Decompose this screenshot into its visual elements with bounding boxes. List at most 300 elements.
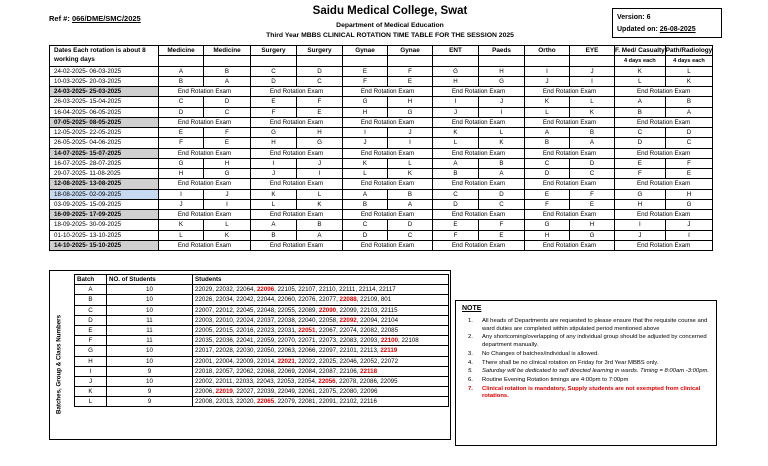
student-numbers	[193, 336, 449, 346]
group-cell: F	[665, 158, 713, 168]
exam-cell: End Rotation Exam	[525, 240, 615, 250]
exam-cell: End Rotation Exam	[251, 240, 343, 250]
exam-cell: End Rotation Exam	[251, 210, 343, 220]
group-cell: L	[159, 230, 204, 240]
student-numbers-text: 22005, 22015, 22016, 22023, 22031,	[195, 327, 299, 335]
column-subheader	[204, 56, 251, 66]
exam-cell: End Rotation Exam	[159, 117, 251, 127]
student-number-highlighted: 22090	[318, 306, 337, 314]
group-cell: G	[615, 189, 666, 199]
group-cell: H	[159, 169, 204, 179]
group-cell: D	[615, 138, 666, 148]
group-cell: D	[525, 169, 570, 179]
college-name: Saidu Medical College, Swat	[312, 5, 468, 17]
exam-cell: End Rotation Exam	[433, 117, 525, 127]
group-cell: F	[343, 76, 388, 86]
exam-cell: End Rotation Exam	[525, 87, 615, 97]
group-cell: E	[297, 107, 343, 117]
group-cell: K	[665, 76, 713, 86]
student-numbers-text: , 22079, 22081, 22091, 22102, 22116	[274, 398, 377, 406]
group-cell: I	[525, 66, 570, 76]
column-header: Path/Radiology	[665, 47, 713, 55]
note-text: Clinical rotation is mandatory, Supply students are not exempted from clinical rotations.	[482, 385, 701, 400]
group-cell: G	[388, 107, 433, 117]
student-number-highlighted: 22021	[277, 357, 295, 365]
student-number-highlighted: 22051	[298, 327, 316, 335]
group-cell: B	[570, 128, 615, 138]
group-cell: B	[525, 138, 570, 148]
student-numbers-text: 22017, 22028, 22030, 22050, 22063, 22066, 22097, 22101, 22113,	[195, 347, 381, 355]
group-cell: L	[665, 66, 713, 76]
student-numbers	[193, 346, 449, 356]
group-cell: I	[479, 107, 525, 117]
student-numbers-text: 22001, 22004, 22009, 22014,	[195, 357, 278, 365]
batch-letter: A	[75, 285, 107, 295]
group-cell: B	[615, 107, 666, 117]
batch-letter: K	[75, 387, 107, 397]
updated-date: 26-08-2025	[659, 26, 696, 33]
column-subheader	[251, 56, 297, 66]
note-text: Routine Evening Rotation timings are 4:00pm to 7:00pm	[482, 376, 629, 383]
group-cell: J	[525, 76, 570, 86]
exam-cell: End Rotation Exam	[343, 148, 433, 158]
exam-cell: End Rotation Exam	[343, 240, 433, 250]
student-number-highlighted: 22118	[360, 367, 378, 375]
group-cell: C	[343, 220, 388, 230]
group-cell: E	[343, 66, 388, 76]
group-cell: B	[204, 66, 251, 76]
column-header: Paeds	[479, 46, 525, 56]
exam-cell: End Rotation Exam	[251, 148, 343, 158]
group-cell: C	[433, 189, 479, 199]
date-cell: 12-08-2025- 13-08-2025	[50, 179, 159, 189]
batch-column-header: Students	[193, 275, 449, 285]
column-header: EYE	[570, 46, 615, 56]
exam-cell: End Rotation Exam	[159, 179, 251, 189]
column-header: Ortho	[525, 46, 570, 56]
group-cell: F	[570, 189, 615, 199]
exam-row	[50, 87, 713, 97]
department-name: Department of Medical Education	[336, 22, 444, 29]
student-count: 10	[107, 305, 193, 315]
student-count: 10	[107, 285, 193, 295]
exam-cell: End Rotation Exam	[433, 210, 525, 220]
batch-letter: F	[75, 336, 107, 346]
student-numbers-text: 22003, 22010, 22024, 22037, 22038, 22040, 22058,	[195, 316, 340, 324]
group-cell: C	[615, 128, 666, 138]
group-cell: L	[525, 107, 570, 117]
group-cell: A	[297, 230, 343, 240]
batch-section	[49, 270, 451, 440]
group-cell: C	[525, 158, 570, 168]
batch-row	[75, 336, 449, 346]
exam-cell: End Rotation Exam	[615, 117, 713, 127]
group-cell: H	[388, 97, 433, 107]
note-item	[462, 318, 710, 333]
student-number-highlighted: 22056	[318, 377, 336, 385]
student-count: 11	[107, 315, 193, 325]
group-cell: A	[388, 199, 433, 209]
date-cell: 07-05-2025- 08-05-2025	[50, 117, 159, 127]
exam-cell: End Rotation Exam	[615, 240, 713, 250]
group-cell: I	[615, 220, 666, 230]
exam-cell: End Rotation Exam	[433, 240, 525, 250]
group-cell: D	[665, 128, 713, 138]
group-cell: I	[433, 97, 479, 107]
date-cell: 16-07-2025- 28-07-2025	[50, 158, 159, 168]
student-count: 9	[107, 366, 193, 376]
exam-cell: End Rotation Exam	[433, 179, 525, 189]
group-cell: F	[297, 97, 343, 107]
batch-row	[75, 325, 449, 335]
date-cell: 14-07-2025- 15-07-2025	[50, 148, 159, 158]
group-cell: K	[433, 128, 479, 138]
exam-cell: End Rotation Exam	[159, 210, 251, 220]
ref-value: 066/DME/SMC/2025	[71, 14, 141, 23]
column-subheader	[343, 56, 388, 66]
note-number: 1.	[468, 318, 473, 324]
exam-cell: End Rotation Exam	[433, 148, 525, 158]
exam-cell: End Rotation Exam	[615, 87, 713, 97]
note-text: Any shortcoming/overlapping of any individual group should be adjusted by concerned department manually.	[482, 334, 707, 349]
date-cell: 03-09-2025- 15-09-2025	[50, 199, 159, 209]
student-numbers-text: , 22105, 22107, 22110, 22111, 22114, 22117	[274, 286, 396, 294]
batch-side-label: Batches, Group & Class Numbers	[55, 314, 63, 415]
group-cell: H	[615, 199, 666, 209]
student-number-highlighted: 22096	[256, 286, 275, 294]
updated-line	[617, 24, 717, 36]
date-cell: 12-05-2025- 22-05-2025	[50, 128, 159, 138]
group-cell: L	[251, 199, 297, 209]
student-number-highlighted: 22088	[339, 296, 357, 304]
group-cell: L	[388, 158, 433, 168]
group-cell: D	[204, 97, 251, 107]
group-cell: C	[159, 97, 204, 107]
date-cell: 16-04-2025- 06-05-2025	[50, 107, 159, 117]
column-header: Medicine	[159, 46, 204, 56]
student-numbers-text: 22008, 22013, 22020,	[195, 398, 257, 406]
group-cell: E	[615, 158, 666, 168]
group-cell: E	[433, 220, 479, 230]
group-cell: I	[251, 158, 297, 168]
rotation-header-row	[50, 46, 713, 56]
group-cell: J	[251, 169, 297, 179]
note-number: 7.	[468, 385, 473, 392]
group-cell: A	[343, 189, 388, 199]
timetable-title: Third Year MBBS CLINICAL ROTATION TIME TABLE FOR THE SESSION 2025	[266, 32, 514, 39]
note-number: 3.	[468, 350, 473, 357]
column-subheader	[570, 56, 615, 66]
student-numbers-text: 22002, 22011, 22033, 22043, 22053, 22054,	[195, 377, 319, 385]
group-cell: A	[251, 220, 297, 230]
group-cell: J	[297, 158, 343, 168]
rotation-row	[50, 230, 713, 240]
note-item	[462, 334, 710, 349]
group-cell: C	[665, 138, 713, 148]
column-header: Surgery	[251, 46, 297, 56]
column-subheader	[525, 56, 570, 66]
student-count: 10	[107, 356, 193, 366]
group-cell: B	[388, 189, 433, 199]
column-subheader: 4 days each	[665, 56, 713, 66]
group-cell: E	[525, 189, 570, 199]
group-cell: J	[388, 128, 433, 138]
group-cell: I	[204, 199, 251, 209]
date-cell: 26-03-2025- 15-04-2025	[50, 97, 159, 107]
group-cell: I	[570, 76, 615, 86]
reference-number	[49, 14, 141, 23]
student-numbers	[193, 366, 449, 376]
note-box	[455, 300, 717, 446]
note-item	[462, 351, 710, 359]
batch-column-header: NO. of Students	[107, 275, 193, 285]
student-numbers-text: , 22067, 22074, 22082, 22085	[315, 327, 399, 335]
group-cell: J	[615, 230, 666, 240]
group-cell: J	[433, 107, 479, 117]
exam-cell: End Rotation Exam	[343, 210, 433, 220]
student-number-highlighted: 22100	[380, 337, 399, 345]
group-cell: E	[251, 97, 297, 107]
group-cell: I	[343, 128, 388, 138]
group-cell: E	[388, 76, 433, 86]
batch-letter: H	[75, 356, 107, 366]
group-cell: L	[297, 189, 343, 199]
exam-row	[50, 210, 713, 220]
rotation-row	[50, 189, 713, 199]
date-cell: 10-03-2025- 20-03-2025	[50, 76, 159, 86]
student-number-highlighted: 22092	[339, 316, 357, 324]
group-cell: B	[479, 158, 525, 168]
group-cell: B	[665, 97, 713, 107]
group-cell: G	[297, 138, 343, 148]
student-count: 11	[107, 336, 193, 346]
column-header: Surgery	[297, 46, 343, 56]
group-cell: K	[388, 169, 433, 179]
note-text: No Changes of batches/individual is allowed.	[482, 350, 599, 357]
batch-letter: C	[75, 305, 107, 315]
student-numbers-text: , 22094, 22104	[356, 316, 399, 324]
date-cell: 26-05-2025- 04-06-2025	[50, 138, 159, 148]
student-numbers-text: 22035, 22036, 22041, 22059, 22070, 22071, 22073, 22083, 22093,	[195, 337, 381, 345]
note-item	[462, 377, 710, 385]
group-cell: J	[343, 138, 388, 148]
rotation-row	[50, 158, 713, 168]
exam-cell: End Rotation Exam	[159, 240, 251, 250]
date-cell: 24-03-2025- 25-03-2025	[50, 87, 159, 97]
exam-cell: End Rotation Exam	[525, 148, 615, 158]
exam-cell: End Rotation Exam	[525, 210, 615, 220]
dates-header: Dates Each rotation is about 8 working days	[50, 46, 159, 67]
group-cell: J	[204, 189, 251, 199]
batch-row	[75, 376, 449, 386]
column-header: Medicine	[204, 46, 251, 56]
group-cell: L	[343, 169, 388, 179]
batch-letter: E	[75, 325, 107, 335]
group-cell: G	[479, 76, 525, 86]
batch-row	[75, 295, 449, 305]
group-cell: H	[343, 107, 388, 117]
student-count: 11	[107, 325, 193, 335]
rotation-row	[50, 199, 713, 209]
batch-letter: J	[75, 376, 107, 386]
rotation-row	[50, 66, 713, 76]
exam-cell: End Rotation Exam	[159, 148, 251, 158]
ref-label: Ref #:	[49, 14, 70, 23]
student-numbers-text: , 22109, 801	[356, 296, 392, 304]
exam-cell: End Rotation Exam	[343, 179, 433, 189]
student-numbers-text: 22007, 22012, 22045, 22048, 22055, 22089,	[195, 306, 319, 314]
exam-cell: End Rotation Exam	[525, 179, 615, 189]
group-cell: K	[297, 199, 343, 209]
exam-cell: End Rotation Exam	[343, 87, 433, 97]
column-subheader: 4 days each	[615, 56, 666, 66]
group-cell: K	[159, 220, 204, 230]
note-text: Saturday will be dedicated to self directed learning in wards. Timing = 8:00am -3:00pm.	[482, 368, 710, 375]
student-numbers	[193, 397, 449, 407]
student-number-highlighted: 22019	[215, 388, 233, 396]
rotation-table	[49, 45, 713, 251]
group-cell: E	[159, 128, 204, 138]
group-cell: B	[297, 220, 343, 230]
group-cell: J	[665, 220, 713, 230]
student-numbers	[193, 387, 449, 397]
group-cell: B	[159, 76, 204, 86]
group-cell: A	[525, 128, 570, 138]
group-cell: G	[343, 97, 388, 107]
note-number: 5.	[468, 368, 473, 375]
group-cell: E	[570, 199, 615, 209]
version-box	[612, 8, 722, 38]
student-numbers-text: , 22108	[398, 337, 419, 345]
group-cell: J	[570, 66, 615, 76]
date-cell: 14-10-2025- 15-10-2025	[50, 240, 159, 250]
exam-cell: End Rotation Exam	[525, 117, 615, 127]
batch-row	[75, 366, 449, 376]
group-cell: F	[433, 230, 479, 240]
group-cell: I	[388, 138, 433, 148]
group-cell: D	[570, 158, 615, 168]
student-numbers	[193, 305, 449, 315]
student-count: 10	[107, 295, 193, 305]
rotation-row	[50, 97, 713, 107]
group-cell: F	[388, 66, 433, 76]
group-cell: A	[665, 107, 713, 117]
group-cell: K	[251, 189, 297, 199]
date-cell: 24-02-2025- 06-03-2025	[50, 66, 159, 76]
batch-row	[75, 285, 449, 295]
note-number: 6.	[468, 376, 473, 383]
exam-cell: End Rotation Exam	[433, 87, 525, 97]
batch-letter: G	[75, 346, 107, 356]
group-cell: G	[159, 158, 204, 168]
updated-label: Updated on:	[617, 26, 658, 33]
group-cell: F	[204, 128, 251, 138]
note-number: 2.	[468, 334, 473, 341]
group-cell: C	[251, 66, 297, 76]
student-numbers-text: 22006,	[195, 388, 216, 396]
group-cell: D	[159, 107, 204, 117]
group-cell: D	[479, 189, 525, 199]
column-header: Gynae	[388, 46, 433, 56]
date-cell: 29-07-2025- 11-08-2025	[50, 169, 159, 179]
student-count: 10	[107, 376, 193, 386]
batch-row	[75, 346, 449, 356]
group-cell: J	[479, 97, 525, 107]
group-cell: B	[251, 230, 297, 240]
group-cell: F	[159, 138, 204, 148]
document-header	[180, 5, 600, 39]
student-numbers	[193, 325, 449, 335]
group-cell: K	[615, 66, 666, 76]
group-cell: F	[251, 107, 297, 117]
group-cell: G	[204, 169, 251, 179]
group-cell: B	[433, 169, 479, 179]
group-cell: A	[570, 138, 615, 148]
group-cell: L	[570, 97, 615, 107]
group-cell: G	[433, 66, 479, 76]
date-cell: 18-09-2025- 30-09-2025	[50, 220, 159, 230]
rotation-row	[50, 107, 713, 117]
group-cell: K	[570, 107, 615, 117]
group-cell: H	[479, 66, 525, 76]
group-cell: H	[525, 230, 570, 240]
note-list	[462, 318, 710, 401]
group-cell: C	[204, 107, 251, 117]
group-cell: G	[525, 220, 570, 230]
group-cell: A	[615, 97, 666, 107]
group-cell: L	[433, 138, 479, 148]
rotation-row	[50, 76, 713, 86]
batch-letter: B	[75, 295, 107, 305]
student-numbers-text: 22026, 22034, 22042, 22044, 22060, 22076, 22077,	[195, 296, 340, 304]
student-numbers-text: , 22022, 22025, 22046, 22052, 22072	[294, 357, 399, 365]
group-cell: A	[479, 169, 525, 179]
column-header: F. Med/ Casualty	[615, 47, 665, 55]
group-cell: A	[433, 158, 479, 168]
batch-row	[75, 397, 449, 407]
batch-row	[75, 356, 449, 366]
group-cell: H	[251, 138, 297, 148]
date-cell: 16-09-2025- 17-09-2025	[50, 210, 159, 220]
group-cell: F	[479, 220, 525, 230]
batch-header-row	[75, 275, 449, 285]
group-cell: H	[665, 189, 713, 199]
note-item	[462, 360, 710, 368]
exam-row	[50, 117, 713, 127]
group-cell: K	[525, 97, 570, 107]
student-numbers	[193, 285, 449, 295]
exam-cell: End Rotation Exam	[251, 179, 343, 189]
group-cell: D	[388, 220, 433, 230]
group-cell: C	[297, 76, 343, 86]
student-numbers	[193, 356, 449, 366]
group-cell: K	[343, 158, 388, 168]
group-cell: C	[570, 169, 615, 179]
student-numbers-text: 22029, 22032, 22064,	[195, 286, 257, 294]
group-cell: I	[665, 230, 713, 240]
exam-cell: End Rotation Exam	[615, 148, 713, 158]
rotation-row	[50, 220, 713, 230]
student-number-highlighted: 22065	[256, 398, 275, 406]
group-cell: B	[343, 199, 388, 209]
group-cell: I	[297, 169, 343, 179]
exam-row	[50, 240, 713, 250]
exam-cell: End Rotation Exam	[251, 117, 343, 127]
column-subheader	[388, 56, 433, 66]
exam-cell: End Rotation Exam	[615, 179, 713, 189]
note-text: There shall be no clinical rotation on Friday for 3rd Year MBBS only.	[482, 359, 659, 366]
group-cell: G	[570, 230, 615, 240]
